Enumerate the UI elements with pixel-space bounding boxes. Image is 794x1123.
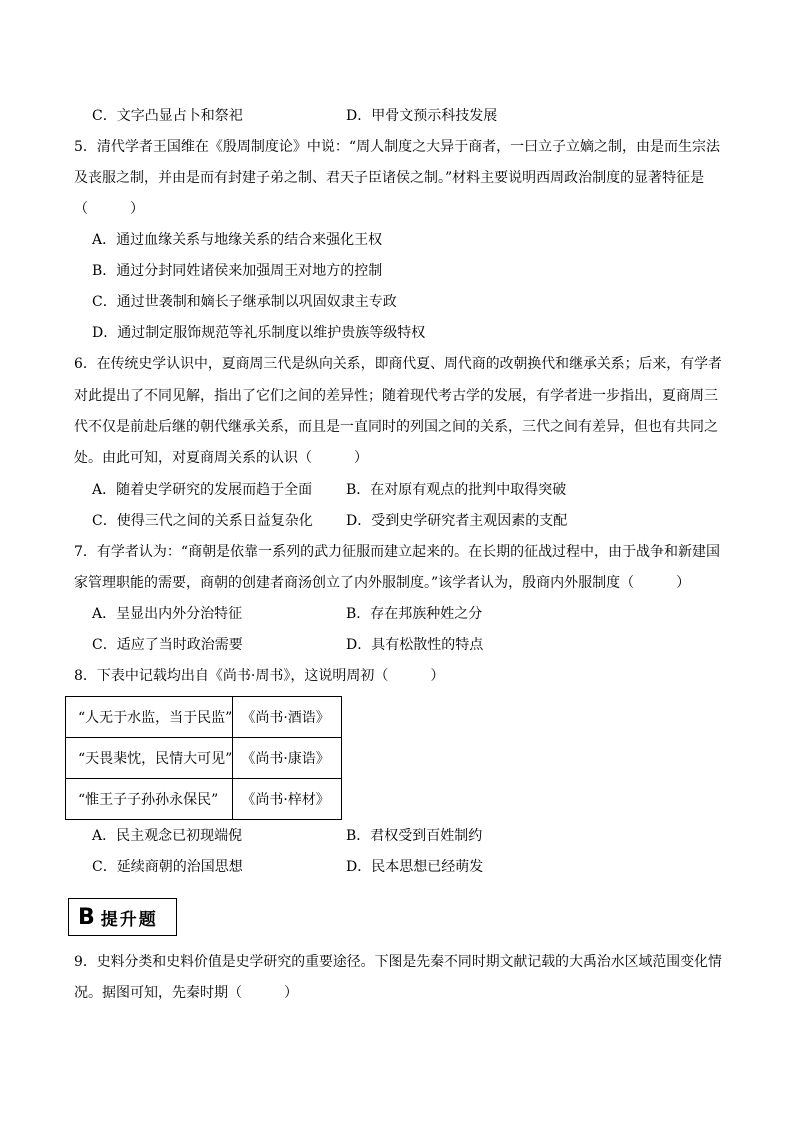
q9-stem-line-2: 况。据图可知，先秦时期（ ）: [74, 985, 298, 1001]
table-row: [66, 697, 342, 738]
q9-stem-line-1: 9．史料分类和史料价值是史学研究的重要途径。下图是先秦不同时期文献记载的大禹治水区域范围变化情: [74, 954, 722, 970]
q7-option-b: B．存在邦族种姓之分: [346, 606, 483, 622]
q6-stem-line-1: 6．在传统史学认识中，夏商周三代是纵向关系，即商代夏、周代商的改朝换代和继承关系；后来，有学者: [74, 356, 722, 372]
q5-stem-line-1: 5．清代学者王国维在《殷周制度论》中说：“周人制度之大异于商者，一曰立子立嫡之制，由是而生宗法: [74, 139, 721, 155]
q5-option-c: C．通过世袭制和嫡长子继承制以巩固奴隶主专政: [92, 294, 397, 310]
source-cell: 《尚书·梓材》: [233, 779, 342, 820]
prev-option-c: C．文字凸显占卜和祭祀: [92, 108, 243, 124]
q7-option-c: C．适应了当时政治需要: [92, 637, 243, 653]
prev-option-d: D．甲骨文预示科技发展: [346, 108, 498, 124]
q6-option-d: D．受到史学研究者主观因素的支配: [346, 513, 568, 529]
q6-stem-line-2: 对此提出了不同见解，指出了它们之间的差异性；随着现代考古学的发展，有学者进一步指出，夏商周三: [74, 388, 718, 404]
q5-option-d: D．通过制定服饰规范等礼乐制度以维护贵族等级特权: [92, 325, 426, 341]
q8-option-b: B．君权受到百姓制约: [346, 828, 483, 844]
source-cell: 《尚书·康诰》: [233, 738, 342, 779]
q7-stem-line-1: 7．有学者认为：“商朝是依靠一系列的武力征服而建立起来的。在长期的征战过程中，由于战争和新建国: [74, 544, 721, 560]
table-row: [66, 738, 342, 779]
q5-stem-line-3: （ ）: [74, 201, 144, 217]
q8-option-a: A．民主观念已初现端倪: [92, 828, 243, 844]
q7-stem-line-2: 家管理职能的需要，商朝的创建者商汤创立了内外服制度。”该学者认为，殷商内外服制度（ ）: [74, 575, 691, 591]
q6-option-c: C．使得三代之间的关系日益复杂化: [92, 513, 313, 529]
section-b-header: [68, 898, 177, 936]
q8-stem: 8．下表中记载均出自《尚书·周书》，这说明周初（ ）: [74, 668, 445, 684]
q6-stem-line-3: 代不仅是前赴后继的朝代继承关系，而且是一直同时的列国之间的关系，三代之间有差异，但也有共同之: [74, 419, 718, 435]
q7-option-d: D．具有松散性的特点: [346, 637, 484, 653]
q6-stem-line-4: 处。由此可知，对夏商周关系的认识（ ）: [74, 450, 368, 466]
q5-stem-line-2: 及丧服之制，并由是而有封建子弟之制、君天子臣诸侯之制。”材料主要说明西周政治制度的显著特征是: [74, 170, 705, 186]
source-cell: 《尚书·酒诰》: [233, 697, 342, 738]
quote-cell: “天畏棐忱，民情大可见”: [66, 738, 233, 779]
quote-cell: “人无于水监，当于民监”: [66, 697, 233, 738]
q6-option-b: B．在对原有观点的批判中取得突破: [346, 482, 567, 498]
table-row: [66, 779, 342, 820]
q8-option-c: C．延续商朝的治国思想: [92, 859, 243, 875]
q5-option-a: A．通过血缘关系与地缘关系的结合来强化王权: [92, 232, 383, 248]
q5-option-b: B．通过分封同姓诸侯来加强周王对地方的控制: [92, 263, 383, 279]
section-letter: B: [78, 904, 95, 930]
q8-quote-table: [65, 696, 342, 820]
q8-option-d: D．民本思想已经萌发: [346, 859, 484, 875]
quote-cell: “惟王子子孙孙永保民”: [66, 779, 233, 820]
section-title: 提升题: [100, 909, 158, 930]
q6-option-a: A．随着史学研究的发展而趋于全面: [92, 482, 313, 498]
q7-option-a: A．呈显出内外分治特征: [92, 606, 243, 622]
